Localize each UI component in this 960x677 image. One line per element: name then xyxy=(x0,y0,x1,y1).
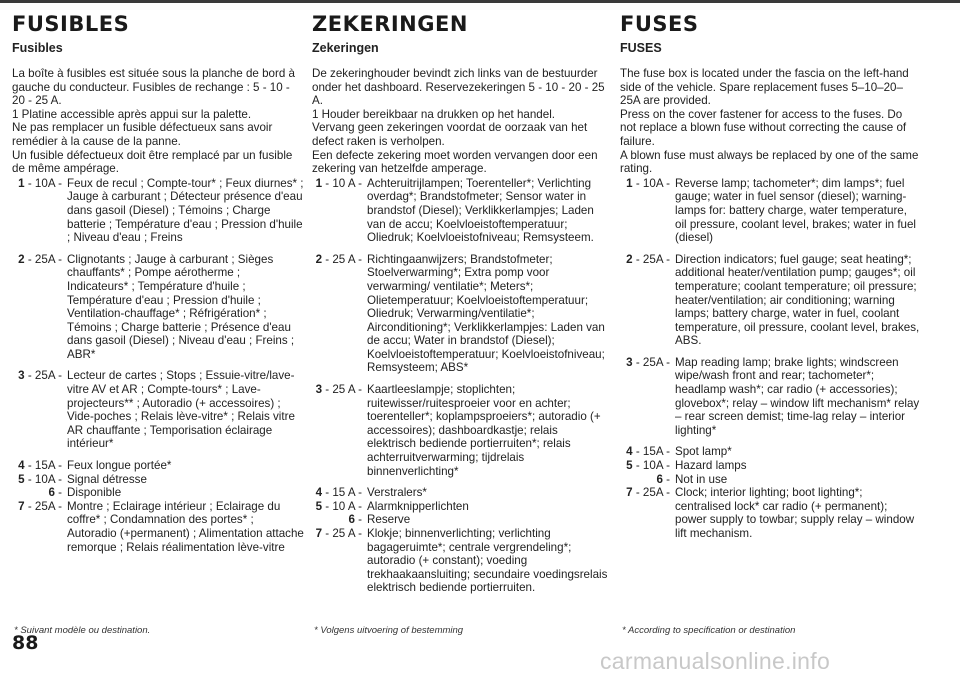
fuse-number: 7 xyxy=(18,499,25,513)
fuse-number: 6 xyxy=(348,513,355,527)
fuse-amperage: - xyxy=(58,486,62,500)
fuse-amperage: - xyxy=(358,513,362,527)
fuse-number: 7 xyxy=(626,486,633,500)
fuse-item xyxy=(312,177,608,245)
fuse-amperage: - 25 A - xyxy=(325,383,362,397)
fuse-number: 5 xyxy=(315,499,323,513)
intro-paragraph: 1 Platine accessible après appui sur la palette. xyxy=(12,107,252,121)
fuse-list xyxy=(312,177,608,595)
fuse-number: 2 xyxy=(315,252,323,266)
fuse-description: Map reading lamp; brake lights; windscreen wipe/wash front and rear; tachometer*; headlamp wash*; car radio (+ accessories); glovebox*; relay – window lift mechanism* relay – rear screen demist; time-lag relay – interior lighting* xyxy=(675,355,920,437)
fuse-amperage: - 25A - xyxy=(635,252,670,266)
fuse-item xyxy=(12,473,304,487)
heading-zekeringen: ZEKERINGEN xyxy=(312,12,468,36)
fuse-amperage: - 10A - xyxy=(635,459,670,473)
fuse-description: Alarmknipperlichten xyxy=(367,499,469,513)
fuse-number: 5 xyxy=(18,472,25,486)
intro-paragraph: 1 Houder bereikbaar na drukken op het handel. xyxy=(312,107,555,121)
fuse-number: 5 xyxy=(626,459,633,473)
fuse-amperage: - 15A - xyxy=(635,445,670,459)
fuse-description: Verstralers* xyxy=(367,486,427,500)
footnote-english: * According to specification or destination xyxy=(622,625,796,636)
subheading-zekeringen: Zekeringen xyxy=(312,41,379,55)
subheading-fusibles: Fusibles xyxy=(12,41,63,55)
fuse-item xyxy=(12,369,304,451)
fuse-number: 1 xyxy=(626,176,633,190)
intro-paragraph: Vervang geen zekeringen voordat de oorzaak van het defect raken is verholpen. xyxy=(312,121,588,148)
top-rule xyxy=(0,0,960,3)
fuse-number: 1 xyxy=(18,176,25,190)
fuse-description: Klokje; binnenverlichting; verlichting bagageruimte*; centrale vergrendeling*; autoradio (+ constant); voeding trekhaakaansluiting; secundaire voedingsrelais elektrisch bediende portierruiten. xyxy=(367,527,608,595)
fuse-number: 2 xyxy=(626,252,633,266)
fuse-list xyxy=(12,177,304,554)
fuse-number: 4 xyxy=(315,486,323,500)
fuse-description: Feux longue portée* xyxy=(67,459,172,473)
fuse-item xyxy=(12,177,304,245)
fuse-item xyxy=(312,513,608,527)
fuse-amperage: - 25A - xyxy=(27,252,62,266)
fuse-item xyxy=(620,459,920,473)
fuse-description: Montre ; Eclairage intérieur ; Eclairage du coffre* ; Condamnation des portes* ; Autoradio (+permanent) ; Alimentation attache remorque ; Relais réalimentation lève-vitre xyxy=(67,499,304,554)
fuse-item xyxy=(312,500,608,514)
fuse-number: 3 xyxy=(626,355,633,369)
fuse-amperage: - 25A - xyxy=(27,499,62,513)
fuse-description: Not in use xyxy=(675,472,728,486)
fuse-amperage: - 10 A - xyxy=(325,499,362,513)
fuse-number: 2 xyxy=(18,252,25,266)
fuse-description: Direction indicators; fuel gauge; seat heating*; additional heater/ventilation pump; gauges*; oil temperature; coolant temperature; oil pressure; heater/ventilation; air conditioning; warning lamps; battery charge, water in fuel, coolant temperature, oil pressure, coolant level, brakes, ABS. xyxy=(675,252,920,348)
intro-paragraph: Press on the cover fastener for access to the fuses. Do not replace a blown fuse without correcting the cause of failure. xyxy=(620,107,907,148)
fuse-amperage: - 25 A - xyxy=(325,252,362,266)
fuse-item xyxy=(312,486,608,500)
intro-paragraph: La boîte à fusibles est située sous la planche de bord à gauche du conducteur. Fusibles de rechange : 5 - 10 - 20 - 25 A. xyxy=(12,67,295,108)
intro-paragraph: Een defecte zekering moet worden vervangen door een zekering van hetzelfde amperage. xyxy=(312,148,598,176)
fuse-description: Feux de recul ; Compte-tour* ; Feux diurnes* ; Jauge à carburant ; Détecteur présence d'eau dans gasoil (Diesel) ; Témoins ; Charge batterie ; Température d'eau ; Pression d'huile ; Niveau d'eau ; Freins xyxy=(67,176,304,245)
page-number: 88 xyxy=(12,632,39,654)
intro-paragraph: The fuse box is located under the fascia on the left-hand side of the vehicle. Spare replacement fuses 5–10–20–25A are provided. xyxy=(620,67,909,108)
fuse-item xyxy=(620,445,920,459)
fuse-number: 1 xyxy=(315,176,323,190)
fuse-description: Disponible xyxy=(67,486,122,500)
fuse-description: Richtingaanwijzers; Brandstofmeter; Stoelverwarming*; Extra pomp voor verwarming/ ventilatie*; Meters*; Olietemperatuur; Koelvloeistoftemperatuur; Oliedruk; Verwarming/ventilatie*; Airconditioning*; Verklikkerlampjes: Laden van de accu; Water in brandstof (Diesel); Koelvloeistoftemperatuur; Koelvloeistofniveau; Remsysteem; ABS* xyxy=(367,252,605,375)
fuse-description: Reverse lamp; tachometer*; dim lamps*; fuel gauge; water in fuel sensor (diesel); warning-lamps for: battery charge, water temperature, oil pressure, coolant level, brakes; water in fuel (diesel) xyxy=(675,176,917,245)
fuse-amperage: - 15 A - xyxy=(325,486,362,500)
fuse-item xyxy=(620,486,920,540)
fuse-description: Reserve xyxy=(367,513,411,527)
fuse-amperage: - 10A - xyxy=(27,472,62,486)
fuse-number: 6 xyxy=(656,472,663,486)
fuse-item xyxy=(12,459,304,473)
fuse-item xyxy=(620,253,920,348)
footnote-french: * Suivant modèle ou destination. xyxy=(14,625,151,636)
fuse-item xyxy=(12,253,304,362)
column-english xyxy=(620,10,920,541)
fuse-item xyxy=(312,253,608,375)
fuse-number: 3 xyxy=(315,383,323,397)
fuse-description: Hazard lamps xyxy=(675,459,747,473)
fuse-amperage: - 25A - xyxy=(635,486,670,500)
fuse-amperage: - 10A - xyxy=(635,176,670,190)
fuse-number: 4 xyxy=(18,459,25,473)
fuse-number: 4 xyxy=(626,445,633,459)
fuse-number: 3 xyxy=(18,369,25,383)
heading-fuses: FUSES xyxy=(620,12,699,36)
fuse-item xyxy=(620,356,920,438)
fuse-item xyxy=(312,383,608,478)
subheading-fuses: FUSES xyxy=(620,41,662,55)
fuse-item xyxy=(12,486,304,500)
watermark-text: carmanualsonline.info xyxy=(600,648,831,674)
footnote-dutch: * Volgens uitvoering of bestemming xyxy=(314,625,464,636)
fuse-list xyxy=(620,177,920,541)
fuse-amperage: - 25 A - xyxy=(325,527,362,540)
fuse-description: Lecteur de cartes ; Stops ; Essuie-vitre/lave-vitre AV et AR ; Compte-tours* ; Lave-projecteurs** ; Autoradio (+ accessoires) ; Vide-poches ; Relais lève-vitre* ; Relais vitre AR chauffante ; Temporisation éclairage intérieur* xyxy=(67,369,295,451)
intro-text xyxy=(12,67,304,176)
intro-text xyxy=(620,67,920,176)
fuse-description: Spot lamp* xyxy=(675,445,732,459)
fuse-description: Kaartleeslampje; stoplichten; ruitewisser/ruitesproeier voor en achter; toerenteller*; koplampsproeiers*; autoradio (+ accessoires); dashboardkastje; relais elektrisch bediende portierruiten*; relais achterruitverwarming; tijdrelais binnenverlichting* xyxy=(367,383,601,478)
fuse-item xyxy=(312,527,608,595)
fuse-amperage: - xyxy=(666,472,670,486)
intro-paragraph: De zekeringhouder bevindt zich links van de bestuurder onder het dashboard. Reservezekeringen 5 - 10 - 20 - 25 A. xyxy=(312,67,605,108)
column-dutch xyxy=(312,10,608,595)
fuse-amperage: - 25A - xyxy=(635,355,670,369)
fuse-item xyxy=(620,177,920,245)
fuse-description: Clignotants ; Jauge à carburant ; Sièges chauffants* ; Pompe aérotherme ; Indicateurs* ; Température d'huile ; Température d'eau ; Pression d'huile ; Ventilation-chauffage* ; Réfrigération* ; Témoins ; Charge batterie ; Présence d'eau dans gasoil (Diesel) ; Niveau d'eau ; Freins ; ABR* xyxy=(67,252,295,361)
column-french xyxy=(12,10,304,554)
intro-paragraph: A blown fuse must always be replaced by one of the same rating. xyxy=(620,148,919,176)
fuse-amperage: - 10 A - xyxy=(325,176,362,190)
fuse-description: Clock; interior lighting; boot lighting*; centralised lock* car radio (+ permanent); power supply to towbar; supply relay – window lift mechanism. xyxy=(675,486,915,540)
intro-paragraph: Un fusible défectueux doit être remplacé par un fusible de même ampérage. xyxy=(12,148,293,176)
heading-fusibles: FUSIBLES xyxy=(12,12,130,36)
intro-paragraph: Ne pas remplacer un fusible défectueux sans avoir remédier à la cause de la panne. xyxy=(12,121,273,148)
intro-text xyxy=(312,67,608,176)
fuse-item xyxy=(12,500,304,554)
fuse-item xyxy=(620,473,920,487)
fuse-number: 6 xyxy=(48,486,55,500)
fuse-amperage: - 10A - xyxy=(27,176,62,190)
fuse-number: 7 xyxy=(315,527,323,540)
fuse-description: Achteruitrijlampen; Toerenteller*; Verlichting overdag*; Brandstofmeter; Sensor water in brandstof (Diesel); Verklikkerlampjes; Laden van de accu; Koelvloeistoftemperatuur; Oliedruk; Koelvloeistofniveau; Remsysteem. xyxy=(367,176,594,245)
fuse-amperage: - 25A - xyxy=(27,369,62,383)
fuse-amperage: - 15A - xyxy=(27,459,62,473)
fuse-description: Signal détresse xyxy=(67,472,147,486)
